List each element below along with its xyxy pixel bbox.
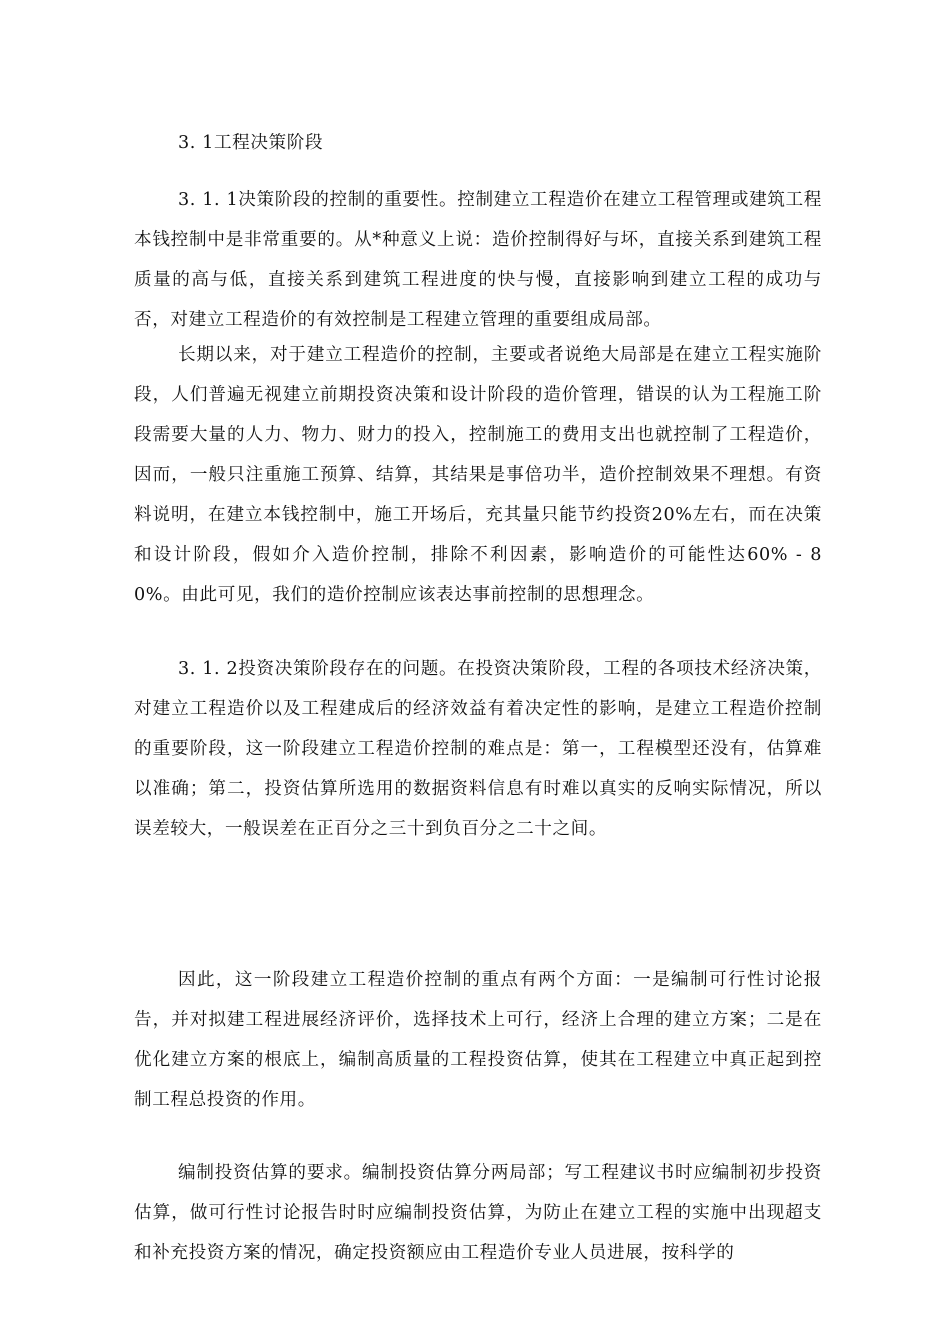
paragraph-investment-problems: 3. 1. 2投资决策阶段存在的问题。在投资决策阶段，工程的各项技术经济决策，对建立工程造价以及工程建成后的经济效益有着决定性的影响，是建立工程造价控制的重要阶段，这一阶段建立工程造价控制的难点是：第一，工程模型还没有，估算难以准确；第二，投资估算所选用的数据资料信息有时难以真实的反响实际情况，所以误差较大，一般误差在正百分之三十到负百分之二十之间。 — [134, 659, 822, 839]
paragraph-long-term-control: 长期以来，对于建立工程造价的控制，主要或者说绝大局部是在建立工程实施阶段，人们普遍无视建立前期投资决策和设计阶段的造价管理，错误的认为工程施工阶段需要大量的人力、物力、财力的投入，控制施工的费用支出也就控制了工程造价，因而，一般只注重施工预算、结算，其结果是事倍功半，造价控制效果不理想。有资料说明，在建立本钱控制中，施工开场后，充其量只能节约投资20%左右，而在决策和设计阶段，假如介入造价控制，排除不利因素，影响造价的可能性达60% - 8 0%。由此可见，我们的造价控制应该表达事前控制的思想理念。 — [134, 345, 822, 605]
paragraph-control-focus: 因此，这一阶段建立工程造价控制的重点有两个方面：一是编制可行性讨论报告，并对拟建工程进展经济评价，选择技术上可行，经济上合理的建立方案；二是在优化建立方案的根底上，编制高质量的工程投资估算，使其在工程建立中真正起到控制工程总投资的作用。 — [134, 970, 822, 1110]
paragraph-estimate-requirements: 编制投资估算的要求。编制投资估算分两局部；写工程建议书时应编制初步投资估算，做可行性讨论报告时时应编制投资估算，为防止在建立工程的实施中出现超支和补充投资方案的情况，确定投资额应由工程造价专业人员进展，按科学的 — [134, 1163, 822, 1263]
section-heading: 3. 1工程决策阶段 — [178, 133, 324, 153]
paragraph-decision-importance: 3. 1. 1决策阶段的控制的重要性。控制建立工程造价在建立工程管理或建筑工程本钱控制中是非常重要的。从*种意义上说：造价控制得好与坏，直接关系到建筑工程质量的高与低，直接关系到建筑工程进度的快与慢，直接影响到建立工程的成功与否，对建立工程造价的有效控制是工程建立管理的重要组成局部。 — [134, 190, 822, 330]
